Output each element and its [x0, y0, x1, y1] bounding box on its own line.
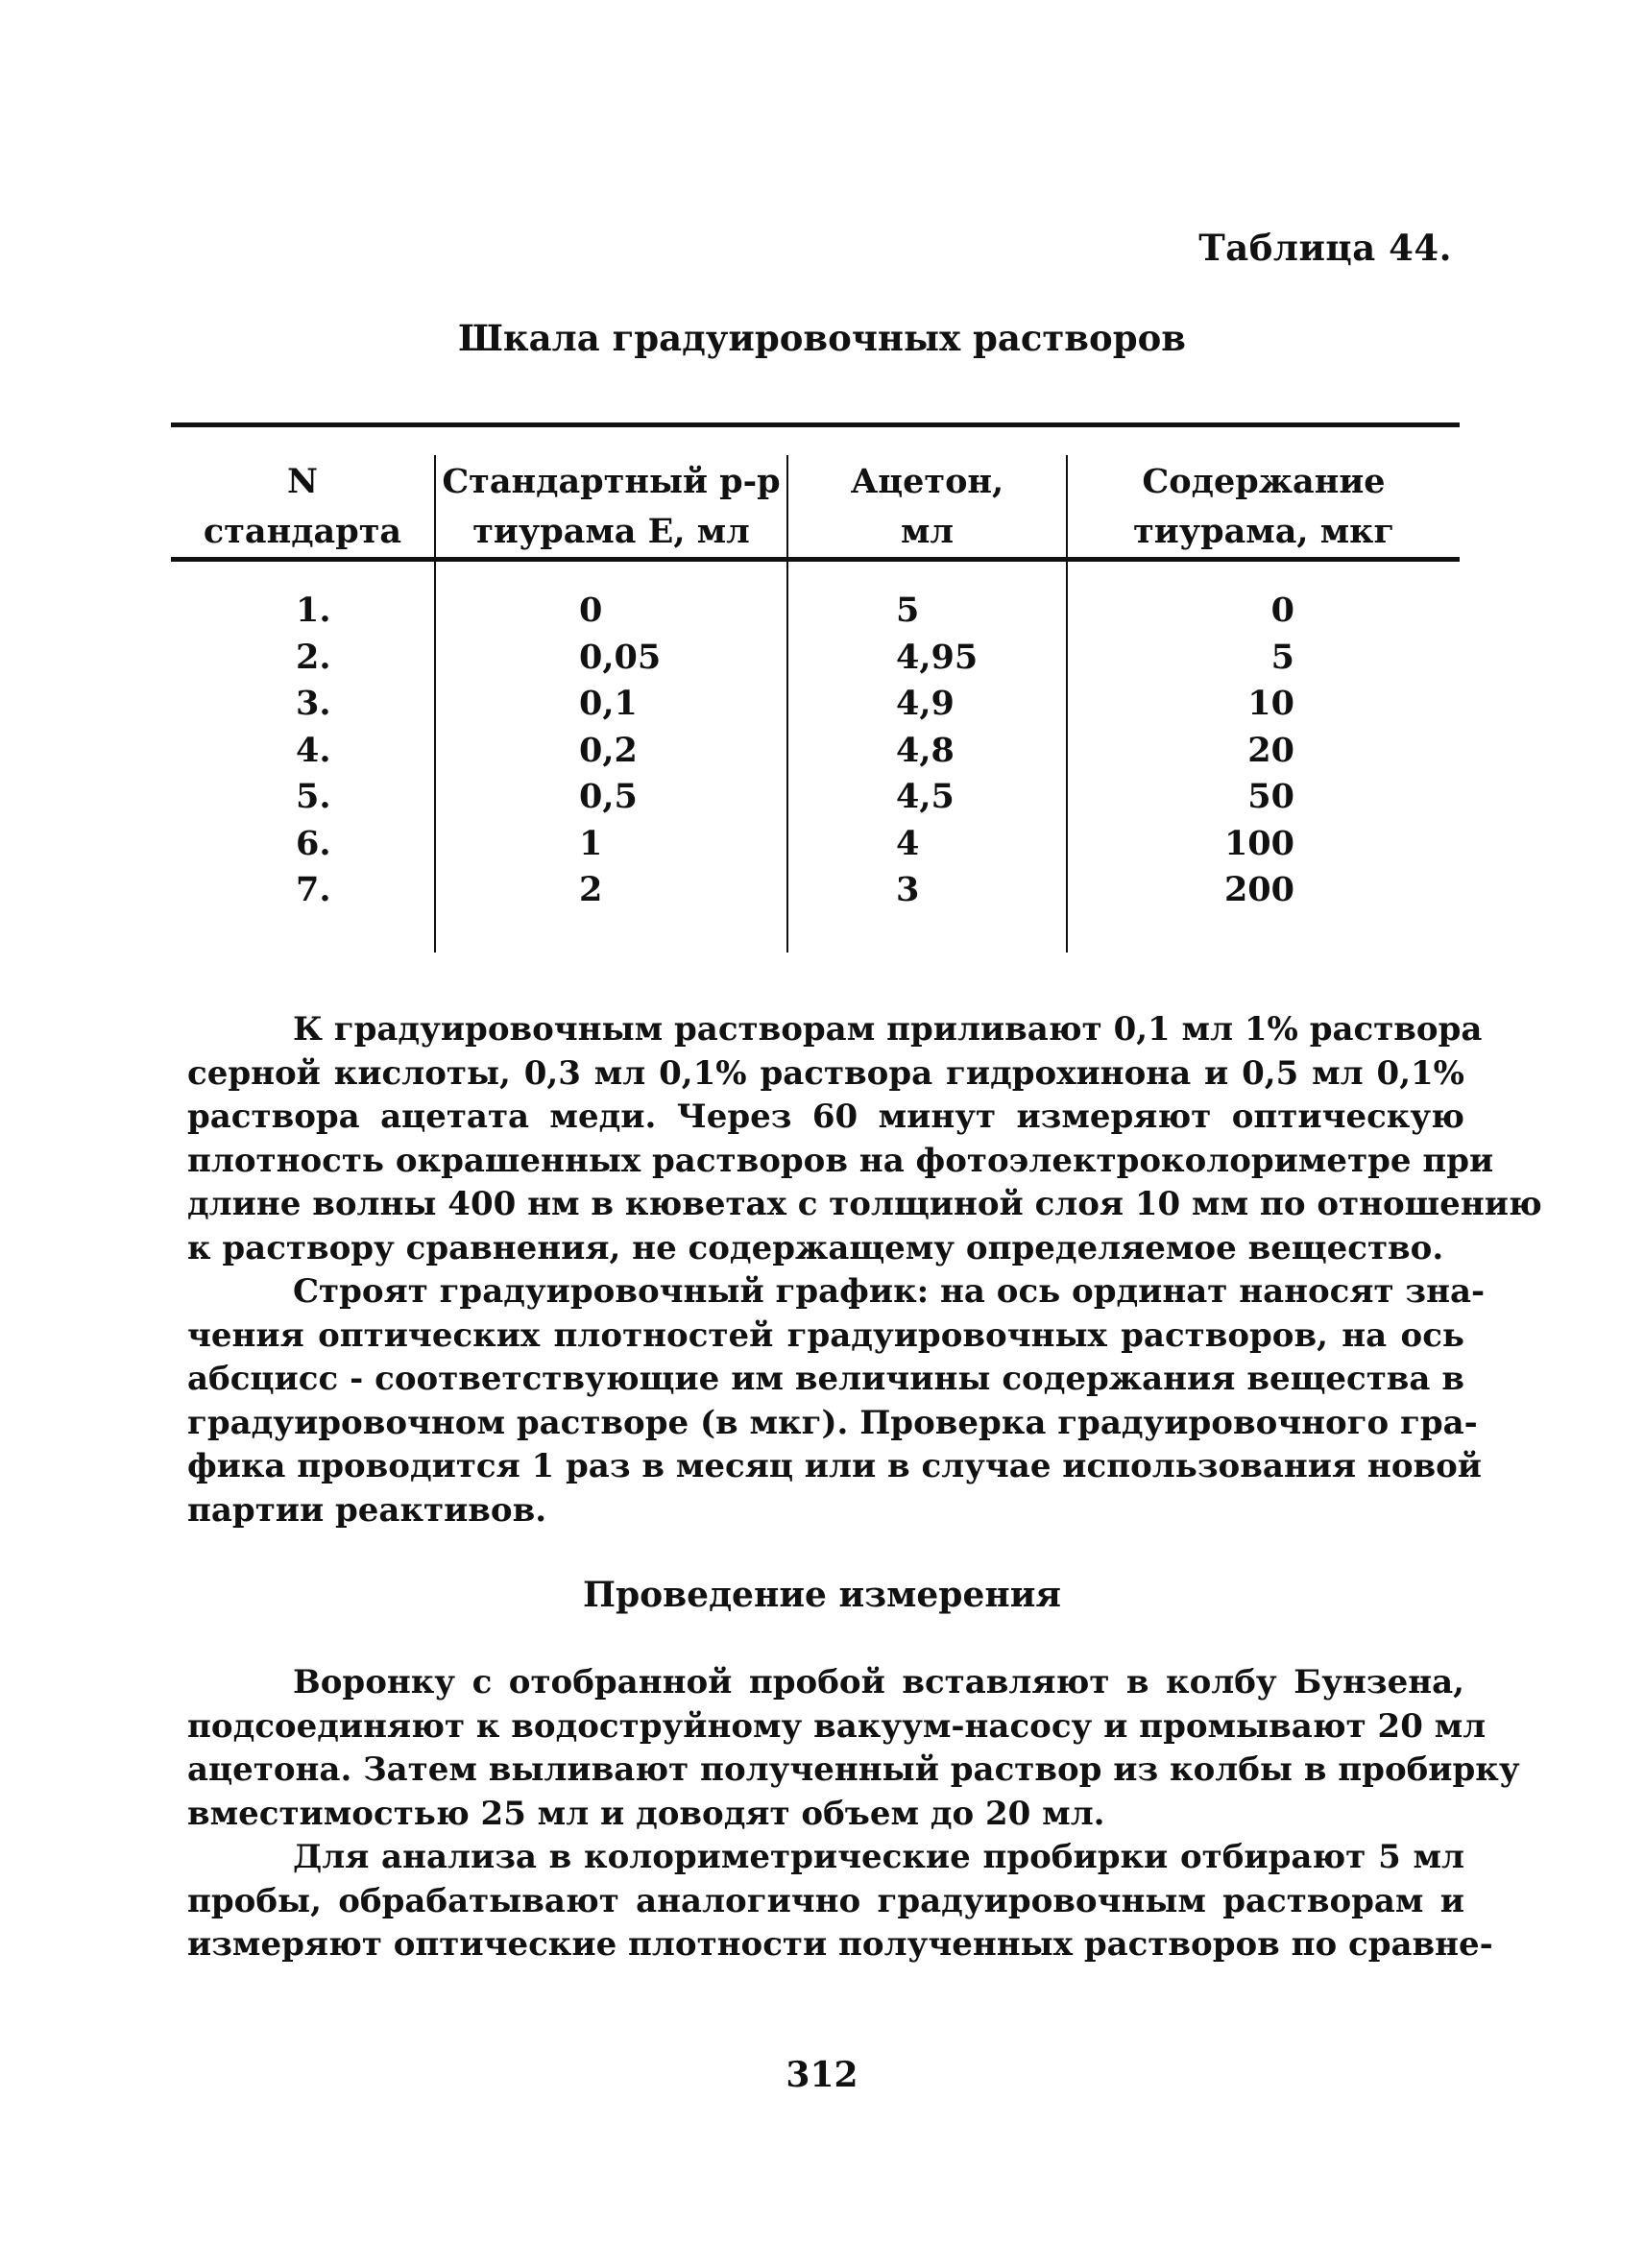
table-title: Шкала градуировочных растворов: [458, 317, 1186, 359]
text-line: абсцисс - соответствующие им величины содержания вещества в: [187, 1360, 1464, 1398]
text-line: Воронку с отобранной пробой вставляют в колбу Бунзена,: [293, 1663, 1464, 1701]
table-cell: 1: [579, 823, 603, 863]
text-line: серной кислоты, 0,3 мл 0,1% раствора гидрохинона и 0,5 мл 0,1%: [187, 1053, 1464, 1093]
text-line: Строят градуировочный график: на ось ординат наносят зна-: [293, 1272, 1486, 1311]
text-line: градуировочном растворе (в мкг). Проверка градуировочного гра-: [187, 1403, 1478, 1442]
table-cell: 1.: [296, 591, 331, 630]
table-cell: 200: [1223, 870, 1294, 909]
text-line: вместимостью 25 мл и доводят объем до 20 мл.: [187, 1794, 1105, 1833]
paragraph-sample-prep: [187, 1661, 1520, 1836]
table-label: Таблица 44.: [1198, 227, 1452, 269]
text-line: к раствору сравнения, не содержащему определяемое вещество.: [187, 1228, 1444, 1267]
table-cell: 2.: [296, 637, 331, 677]
text-line: фика проводится 1 раз в месяц или в случае использования новой: [187, 1447, 1483, 1485]
table-cell: 5: [896, 591, 920, 630]
table-cell: 4,95: [896, 637, 979, 677]
header-acetone: Ацетон, мл: [850, 462, 1004, 551]
table-cell: 4,5: [896, 777, 955, 816]
header-thiuram-content: Содержание тиурама, мкг: [1133, 462, 1394, 551]
table-cell: 0: [1270, 591, 1294, 630]
section-heading: Проведение измерения: [582, 1575, 1062, 1615]
calibration-table: [171, 422, 1460, 953]
page-number: 312: [786, 2055, 858, 2095]
table-cell: 4,8: [896, 730, 955, 770]
table-cell: 2: [579, 870, 603, 909]
table-cell: 100: [1223, 823, 1294, 863]
text-line: К градуировочным растворам приливают 0,1 мл 1% раствора: [293, 1010, 1483, 1049]
text-line: Для анализа в колориметрические пробирки отбирают 5 мл: [293, 1838, 1464, 1876]
table-header-rule: [171, 557, 1460, 562]
table-cell: 6.: [296, 823, 331, 863]
table-cell: 5.: [296, 777, 331, 816]
text-line: подсоединяют к водоструйному вакуум-насосу и промывают 20 мл: [187, 1706, 1487, 1746]
paragraph-reagents: [187, 1008, 1542, 1270]
table-cell: 0,1: [579, 684, 638, 723]
column-standard-number: [296, 588, 331, 914]
table-cell: 3.: [296, 684, 331, 723]
table-cell: 0,2: [579, 730, 638, 770]
table-cell: 5: [1270, 637, 1294, 677]
table-cell: 20: [1247, 730, 1294, 770]
column-standard-solution: [579, 588, 661, 914]
text-line: плотность окрашенных растворов на фотоэлектроколориметре при: [187, 1141, 1494, 1180]
paragraph-calibration-graph: [187, 1270, 1486, 1532]
table-cell: 0,5: [579, 777, 638, 816]
table-cell: 10: [1247, 684, 1294, 723]
column-acetone: [896, 588, 978, 914]
text-line: ацетона. Затем выливают полученный раствор из колбы в пробирку: [187, 1750, 1520, 1789]
column-thiuram-content: [1224, 588, 1294, 914]
paragraph-analysis: [187, 1836, 1493, 1967]
table-cell: 4.: [296, 730, 331, 770]
text-line: пробы, обрабатывают аналогично градуировочным растворам и: [187, 1881, 1464, 1920]
text-line: чения оптических плотностей градуировочных растворов, на ось: [187, 1315, 1464, 1355]
table-cell: 50: [1247, 777, 1294, 816]
text-line: раствора ацетата меди. Через 60 минут измеряют оптическую: [187, 1098, 1464, 1136]
text-line: партии реактивов.: [187, 1490, 547, 1530]
table-cell: 0,05: [579, 637, 662, 677]
table-cell: 0: [579, 591, 603, 630]
text-line: длине волны 400 нм в кюветах с толщиной слоя 10 мм по отношению: [187, 1185, 1542, 1223]
header-standard-number: N стандарта: [203, 462, 402, 551]
table-cell: 4,9: [896, 684, 955, 723]
table-cell: 7.: [296, 870, 331, 909]
text-line: измеряют оптические плотности полученных растворов по сравне-: [187, 1925, 1493, 1964]
table-cell: 3: [896, 870, 920, 909]
table-cell: 4: [896, 823, 920, 863]
header-standard-solution: Стандартный р-р тиурама Е, мл: [442, 462, 781, 551]
table-top-rule: [171, 422, 1460, 427]
